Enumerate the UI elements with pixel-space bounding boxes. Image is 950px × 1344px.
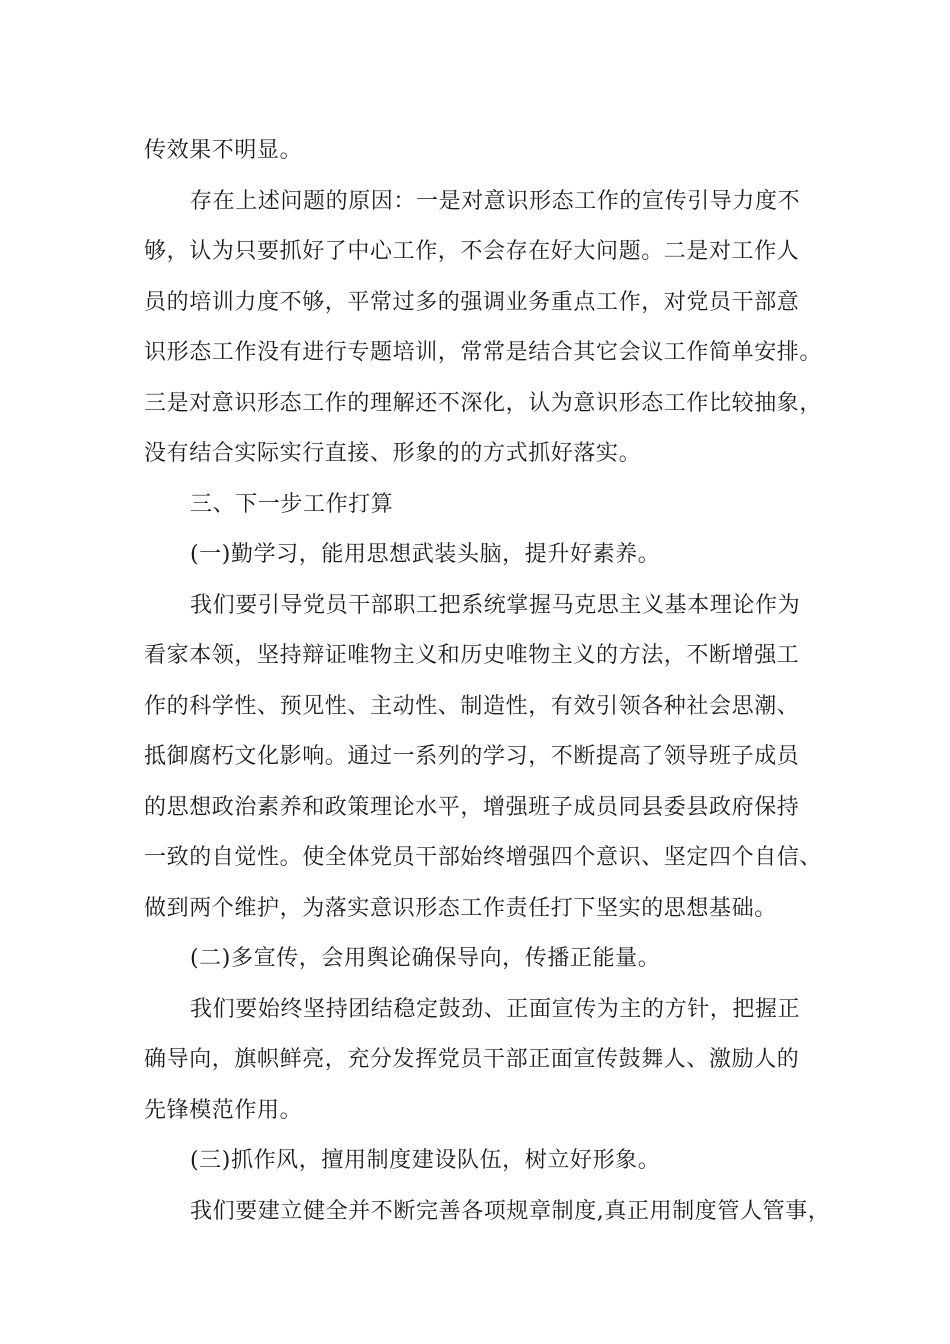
subsection-heading: (二)多宣传，会用舆论确保导向，传播正能量。	[190, 946, 661, 971]
paragraph-first-line: 我们要建立健全并不断完善各项规章制度,真正用制度管人管事，	[190, 1199, 831, 1224]
text-line: 员的培训力度不够，平常过多的强调业务重点工作，对党员干部意	[144, 290, 800, 315]
text-line: 抵御腐朽文化影响。通过一系列的学习，不断提高了领导班子成员	[144, 744, 800, 769]
text-line: 确导向，旗帜鲜亮，充分发挥党员干部正面宣传鼓舞人、激励人的	[144, 1047, 800, 1072]
text-line: 一致的自觉性。使全体党员干部始终增强四个意识、坚定四个自信、	[144, 845, 823, 870]
paragraph-first-line: 我们要引导党员干部职工把系统掌握马克思主义基本理论作为	[190, 593, 801, 618]
text-line: 的思想政治素养和政策理论水平，增强班子成员同县委县政府保持	[144, 795, 800, 820]
text-line: 识形态工作没有进行专题培训，常常是结合其它会议工作简单安排。	[144, 340, 823, 365]
text-line: 够，认为只要抓好了中心工作，不会存在好大问题。二是对工作人	[144, 239, 800, 264]
text-line: 做到两个维护，为落实意识形态工作责任打下坚实的思想基础。	[144, 896, 777, 921]
text-line: 三是对意识形态工作的理解还不深化，认为意识形态工作比较抽象，	[144, 391, 823, 416]
text-line: 传效果不明显。	[144, 138, 303, 163]
text-line: 先锋模范作用。	[144, 1098, 303, 1123]
text-line: 作的科学性、预见性、主动性、制造性，有效引领各种社会思潮、	[144, 694, 800, 719]
section-heading: 三、下一步工作打算	[190, 492, 394, 517]
subsection-heading: (三)抓作风，擅用制度建设队伍，树立好形象。	[190, 1148, 661, 1173]
paragraph-first-line: 存在上述问题的原因：一是对意识形态工作的宣传引导力度不	[190, 189, 801, 214]
subsection-heading: (一)勤学习，能用思想武装头脑，提升好素养。	[190, 542, 661, 567]
paragraph-first-line: 我们要始终坚持团结稳定鼓劲、正面宣传为主的方针，把握正	[190, 997, 801, 1022]
text-line: 看家本领，坚持辩证唯物主义和历史唯物主义的方法，不断增强工	[144, 643, 800, 668]
text-line: 没有结合实际实行直接、形象的的方式抓好落实。	[144, 441, 642, 466]
